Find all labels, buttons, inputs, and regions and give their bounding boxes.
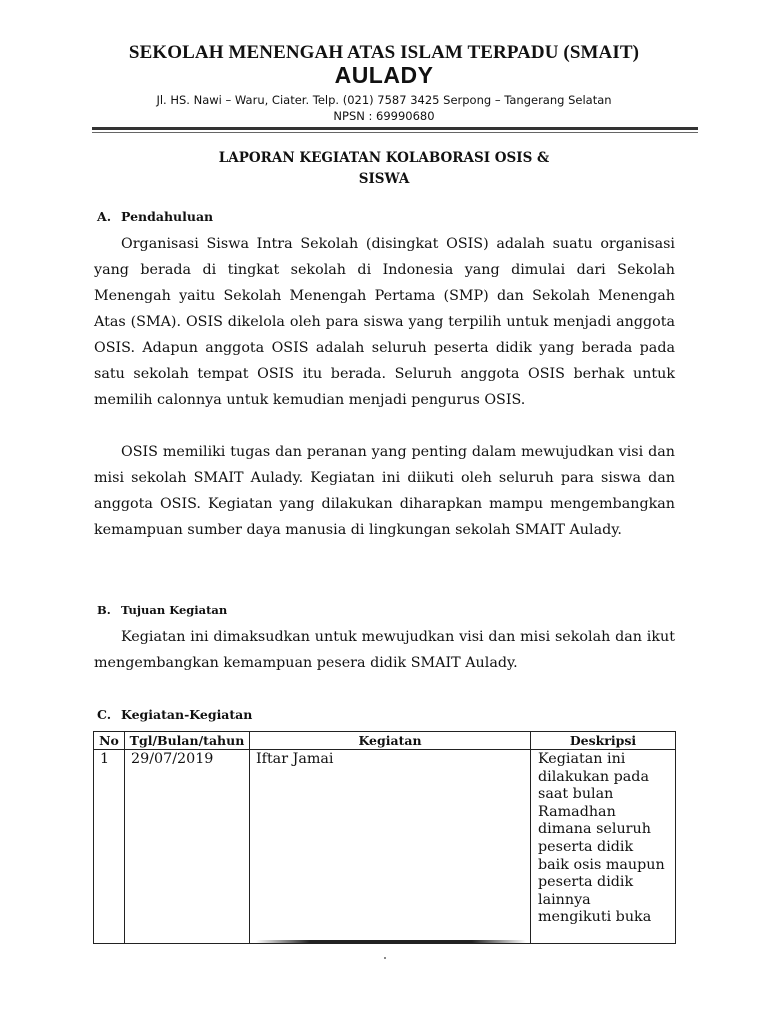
section-a-paragraph-2: OSIS memiliki tugas dan peranan yang penting dalam mewujudkan visi dan misi sekolah SMAIT Aulady. Kegiatan ini diikuti oleh seluruh para siswa dan anggota OSIS. Kegiatan yang dilakukan diharapkan mampu mengembangkan kemampuan sumber daya manusia di lingkungan sekolah SMAIT Aulady.: [94, 444, 675, 538]
cell-date: 29/07/2019: [125, 750, 250, 944]
section-a-heading: [97, 209, 213, 224]
letterhead-divider-thick: [92, 127, 698, 130]
school-address: Jl. HS. Nawi – Waru, Ciater. Telp. (021) 7587 3425 Serpong – Tangerang Selatan: [156, 93, 612, 107]
school-brand: AULADY: [334, 62, 434, 88]
page-bottom-shadow: [256, 940, 526, 944]
section-b-letter: B.: [97, 603, 111, 617]
cell-no: 1: [94, 750, 125, 944]
school-name: SEKOLAH MENENGAH ATAS ISLAM TERPADU (SMAIT): [128, 42, 640, 63]
section-c-title: Kegiatan-Kegiatan: [121, 707, 253, 722]
column-header-date: Tgl/Bulan/tahun: [125, 732, 250, 750]
column-header-activity: Kegiatan: [250, 732, 531, 750]
column-header-description: Deskripsi: [531, 732, 676, 750]
letterhead-divider-thin: [92, 132, 698, 133]
section-b-title: Tujuan Kegiatan: [121, 603, 228, 617]
cell-activity: Iftar Jamai: [250, 750, 531, 944]
section-a-letter: A.: [97, 209, 112, 224]
table-header-row: [94, 732, 676, 750]
section-c-heading: [97, 707, 252, 722]
section-a-paragraph-1: Organisasi Siswa Intra Sekolah (disingkat OSIS) adalah suatu organisasi yang berada di tingkat sekolah di Indonesia yang dimulai dari Sekolah Menengah yaitu Sekolah Menengah Pertama (SMP) dan Sekolah Menengah Atas (SMA). OSIS dikelola oleh para siswa yang terpilih untuk menjadi anggota OSIS. Adapun anggota OSIS adalah seluruh peserta didik yang berada pada satu sekolah tempat OSIS itu berada. Seluruh anggota OSIS berhak untuk memilih calonnya untuk kemudian menjadi pengurus OSIS.: [94, 236, 675, 408]
page-marker-dot: [384, 957, 386, 959]
section-c-letter: C.: [97, 707, 112, 722]
cell-description: Kegiatan ini dilakukan pada saat bulan Ramadhan dimana seluruh peserta didik baik osis maupun peserta didik lainnya mengikuti buka: [531, 750, 676, 944]
school-npsn: NPSN : 69990680: [333, 109, 435, 123]
column-header-no: No: [94, 732, 125, 750]
activities-table: [93, 731, 676, 944]
report-title-line-2: SISWA: [358, 171, 410, 187]
section-a-title: Pendahuluan: [121, 209, 214, 224]
report-title-line-1: LAPORAN KEGIATAN KOLABORASI OSIS &: [218, 150, 550, 166]
section-b-paragraph-1: Kegiatan ini dimaksudkan untuk mewujudkan visi dan misi sekolah dan ikut mengembangkan kemampuan pesera didik SMAIT Aulady.: [94, 629, 675, 671]
table-row: [94, 750, 676, 944]
section-b-heading: [97, 603, 227, 617]
